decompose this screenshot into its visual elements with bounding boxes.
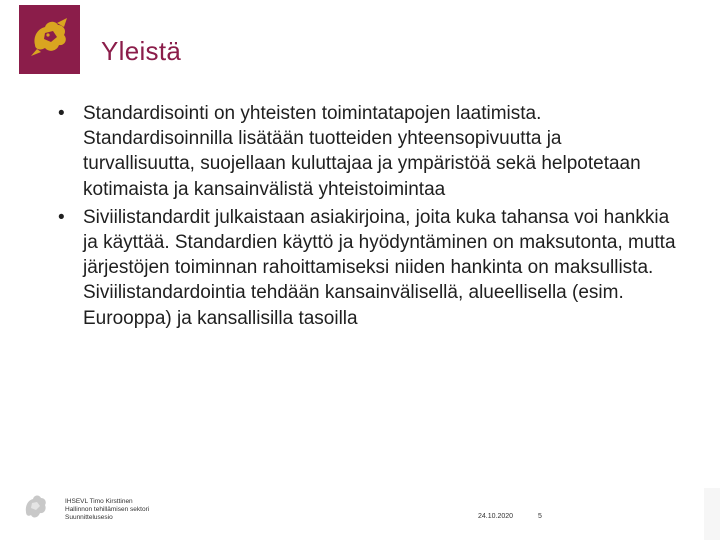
slide-title: Yleistä xyxy=(101,36,182,66)
lion-crest-icon xyxy=(27,15,73,61)
footer-org-line: Hallinnon tehillämisen sektori xyxy=(65,506,150,513)
page-number: 5 xyxy=(538,513,542,520)
bullet-item xyxy=(58,205,678,331)
bullet-item xyxy=(58,101,678,202)
bullet-marker: • xyxy=(58,103,65,124)
footer-logo xyxy=(23,490,47,523)
footer-date: 24.10.2020 xyxy=(478,513,514,520)
bullet-marker: • xyxy=(58,206,65,228)
content-body xyxy=(58,101,678,334)
bullet-text: Standardisointi on yhteisten toimintatapojen laatimista. Standardisoinnilla lisätään tuotteiden yhteensopivuutta ja turvallisuutta, suojellaan kuluttajaa ja ympäristöä sekä helpotetaan kotimaista ja kansainvälistä yhteistoimintaa xyxy=(83,103,641,200)
logo-badge xyxy=(19,5,80,74)
footer-right-decoration xyxy=(704,488,720,540)
footer-org-info xyxy=(65,498,149,522)
lion-crest-icon xyxy=(23,490,47,523)
footer-org-line: Suunnittelusesio xyxy=(65,514,113,521)
bullet-text: Siviilistandardit julkaistaan asiakirjoina, joita kuka tahansa voi hankkia ja käyttää. Standardien käyttö ja hyödyntäminen on maksutonta, mutta järjestöjen toiminnan rahoittamiseksi niiden hankinta on maksullista. Siviilistandardointia tehdään kansainvälisellä, alueellisella (esim. Eurooppa) ja kansallisilla tasoilla xyxy=(83,206,676,329)
footer-org-line: IHSEVL Timo Kirsttinen xyxy=(65,498,133,505)
